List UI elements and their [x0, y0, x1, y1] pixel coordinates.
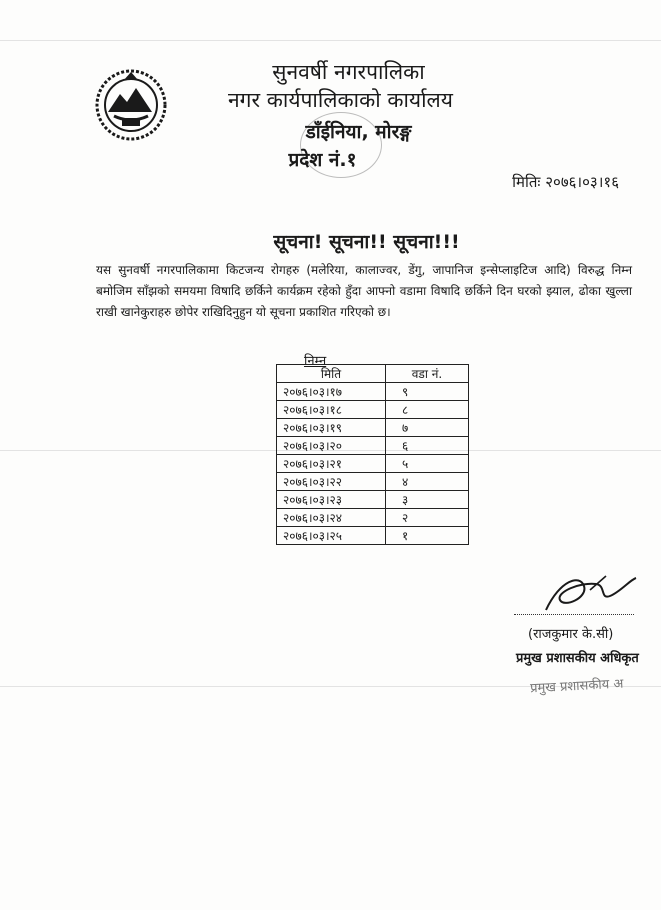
cell-date: २०७६।०३।२२ — [277, 473, 386, 491]
signatory-title: प्रमुख प्रशासकीय अधिकृत — [516, 651, 639, 666]
cell-ward: ४ — [386, 473, 469, 491]
column-header-date: मिति — [277, 365, 386, 383]
municipality-name: सुनवर्षी नगरपालिका — [272, 60, 425, 84]
cell-date: २०७६।०३।२५ — [277, 527, 386, 545]
table-row — [277, 437, 469, 455]
cell-ward: २ — [386, 509, 469, 527]
cell-date: २०७६।०३।१८ — [277, 401, 386, 419]
cell-date: २०७६।०३।२४ — [277, 509, 386, 527]
office-location: डाँईनिया, मोरङ्ग — [305, 121, 412, 143]
designation-stamp: प्रमुख प्रशासकीय अ — [529, 676, 624, 697]
notice-body: यस सुनवर्षी नगरपालिकामा किटजन्य रोगहरु (मलेरिया, कालाज्वर, डेंगु, जापानिज इन्सेप्लाइटिज आदि) विरुद्ध निम्न बमोजिम साँझको समयमा विषादि छर्किने कार्यक्रम रहेको हुँदा आफ्नो वडामा विषादि छर्किने दिन घरको झ्याल, ढोका खुल्ला राखी खानेकुराहरु छोपेर राखिदिनुहुन यो सूचना प्रकाशित गरिएको छ। — [96, 263, 632, 319]
table-row — [277, 401, 469, 419]
cell-ward: ५ — [386, 455, 469, 473]
cell-date: २०७६।०३।१७ — [277, 383, 386, 401]
cell-ward: १ — [386, 527, 469, 545]
column-header-ward: वडा नं. — [386, 365, 469, 383]
table-row — [277, 491, 469, 509]
table-header-row — [277, 365, 469, 383]
cell-ward: ३ — [386, 491, 469, 509]
cell-date: २०७६।०३।२० — [277, 437, 386, 455]
cell-date: २०७६।०३।१९ — [277, 419, 386, 437]
signature-line — [514, 614, 634, 615]
table-row — [277, 509, 469, 527]
spray-schedule-table — [276, 364, 469, 545]
paper-crease — [0, 40, 661, 41]
table-caption: निम्न — [304, 354, 327, 369]
office-name: नगर कार्यपालिकाको कार्यालय — [228, 88, 453, 112]
handwritten-signature — [540, 570, 640, 620]
notice-title: सूचना! सूचना!! सूचना!!! — [273, 231, 460, 253]
notice-date: मितिः २०७६।०३।१६ — [512, 173, 619, 191]
table-row — [277, 419, 469, 437]
cell-date: २०७६।०३।२१ — [277, 455, 386, 473]
cell-ward: ७ — [386, 419, 469, 437]
table-row — [277, 473, 469, 491]
cell-ward: ९ — [386, 383, 469, 401]
cell-ward: ८ — [386, 401, 469, 419]
table-row — [277, 527, 469, 545]
cell-date: २०७६।०३।२३ — [277, 491, 386, 509]
province-number: प्रदेश नं.१ — [288, 149, 357, 171]
table-row — [277, 383, 469, 401]
signatory-name: (राजकुमार के.सी) — [528, 627, 614, 642]
office-stamp — [300, 112, 382, 178]
cell-ward: ६ — [386, 437, 469, 455]
table-row — [277, 455, 469, 473]
